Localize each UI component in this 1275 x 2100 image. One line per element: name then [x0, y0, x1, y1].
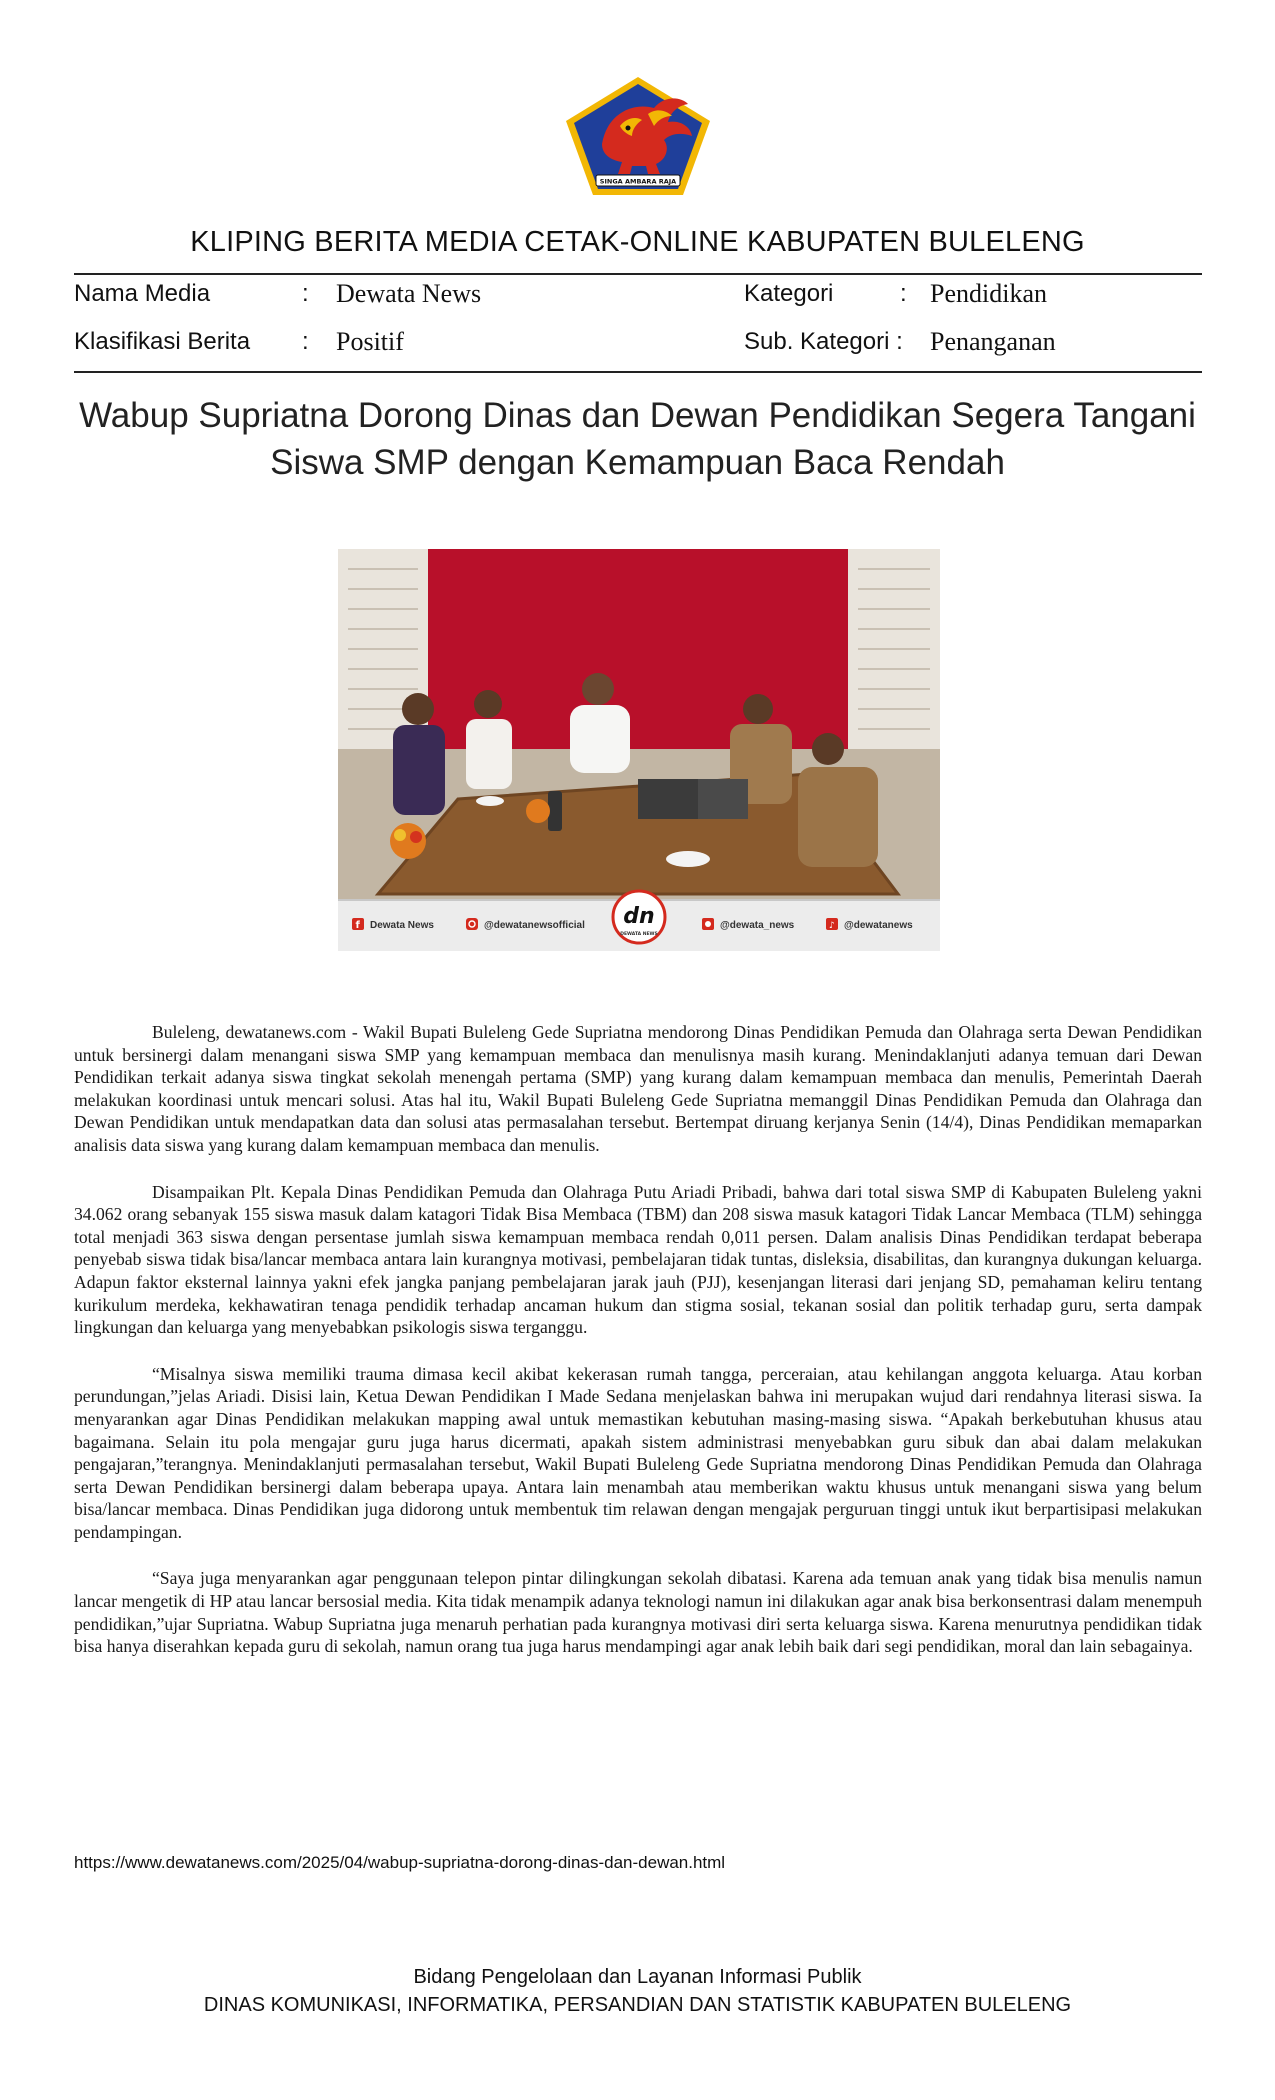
svg-text:f: f	[355, 920, 360, 931]
article-headline	[60, 392, 1215, 486]
buleleng-logo	[562, 74, 714, 198]
kategori-value: Pendidikan	[930, 279, 1047, 308]
article-body	[74, 1021, 1202, 1682]
facebook-handle: Dewata News	[370, 920, 434, 931]
brand-sub: DEWATA NEWS	[620, 932, 658, 937]
article-paragraph-3: “Misalnya siswa memiliki trauma dimasa kecil akibat kekerasan rumah tangga, perceraian, atau kehilangan anggota keluarga. Atau korban perundungan,”jelas Ariadi. Disisi lain, Ketua Dewan Pendidikan I Made Sedana menjelaskan bahwa ini merupakan wujud dari rendahnya literasi siswa. Ia menyarankan agar Dinas Pendidikan melakukan mapping awal untuk memastikan kebutuhan masing-masing siswa. “Apakah berkebutuhan khusus atau bagaimana. Selain itu pola mengajar guru juga harus dicermati, apakah sistem administrasi menyebabkan guru sibuk dan abai dalam melakukan pengajaran,”terangnya. Menindaklanjuti permasalahan tersebut, Wakil Bupati Buleleng Gede Supriatna mendorong Dinas Pendidikan Pemuda dan Olahraga serta Dewan Pendidikan bersinergi dalam beberapa upaya. Antara lain menambah atau memberikan waktu khusus untuk menangani siswa yang belum bisa/lancar membaca. Dinas Pendidikan juga didorong untuk membentuk tim relawan dengan mengajak perguruan tinggi untuk ikut berpartisipasi melakukan pendampingan.	[74, 1363, 1202, 1542]
media-value: Dewata News	[336, 279, 482, 308]
brand-mark: dn	[623, 904, 655, 929]
article-photo	[338, 549, 940, 951]
klasifikasi-colon: :	[302, 328, 309, 355]
twitter-icon	[702, 918, 714, 930]
headline-line-1: Wabup Supriatna Dorong Dinas dan Dewan Pendidikan Segera Tangani	[79, 396, 1196, 435]
klasifikasi-label: Klasifikasi Berita	[74, 328, 251, 355]
logo-motto: SINGA AMBARA RAJA	[599, 177, 677, 186]
subkategori-value: Penanganan	[930, 327, 1056, 356]
instagram-handle: @dewatanewsofficial	[484, 920, 585, 931]
article-paragraph-1: Buleleng, dewatanews.com - Wakil Bupati Buleleng Gede Supriatna mendorong Dinas Pendidikan Pemuda dan Olahraga serta Dewan Pendidikan untuk bersinergi dalam menangani siswa SMP yang kemampuan membaca dan menulisnya masih kurang. Menindaklanjuti adanya temuan dari Dewan Pendidikan terkait adanya siswa tingkat sekolah menengah pertama (SMP) yang kurang dalam kemampuan membaca dan menulis, Pemerintah Daerah melakukan koordinasi untuk mencari solusi. Atas hal itu, Wakil Bupati Buleleng Gede Supriatna memanggil Dinas Pendidikan Pemuda dan Olahraga dan Dewan Pendidikan untuk mendapatkan data dan solusi atas permasalahan tersebut. Bertempat diruang kerjanya Senin (14/4), Dinas Pendidikan memaparkan analisis data siswa yang kurang dalam kemampuan membaca dan menulis.	[74, 1022, 1202, 1155]
meta-row-media	[74, 280, 1202, 314]
facebook-icon	[352, 918, 364, 931]
source-url: https://www.dewatanews.com/2025/04/wabup-supriatna-dorong-dinas-dan-dewan.html	[74, 1853, 726, 1872]
instagram-icon	[466, 918, 478, 930]
media-colon: :	[302, 280, 309, 307]
clipping-header-title: KLIPING BERITA MEDIA CETAK-ONLINE KABUPATEN BULELENG	[190, 226, 1085, 258]
twitter-handle: @dewata_news	[720, 920, 795, 931]
svg-text:♪: ♪	[829, 921, 835, 931]
kategori-label: Kategori	[744, 280, 834, 307]
header-rule-bottom	[74, 371, 1202, 373]
article-paragraph-4: “Saya juga menyarankan agar penggunaan telepon pintar dilingkungan sekolah dibatasi. Karena ada temuan anak yang tidak bisa menulis namun lancar mengetik di HP atau lancar bersosial media. Kita tidak menampik adanya teknologi namun ini dilakukan agar anak bisa berkonsentrasi dalam menempuh pendidikan,”ujar Supriatna. Wabup Supriatna juga menaruh perhatian pada kurangnya motivasi diri serta keluarga siswa. Karena menurutnya pendidikan tidak bisa hanya diserahkan kepada guru di sekolah, namun orang tua juga harus mendampingi agar anak lebih baik dari segi pendidikan, moral dan lain sebagainya.	[74, 1568, 1202, 1657]
article-paragraph-2: Disampaikan Plt. Kepala Dinas Pendidikan Pemuda dan Olahraga Putu Ariadi Pribadi, bahwa dari total siswa SMP di Kabupaten Buleleng yakni 34.062 orang sebanyak 155 siswa masuk dalam katagori Tidak Bisa Membaca (TBM) dan 208 siswa masuk katagori Tidak Lancar Membaca (TLM) sehingga total menjadi 363 siswa dengan persentase jumlah siswa kemampuan membaca rendah 0,011 persen. Dalam analisis Dinas Pendidikan terdapat beberapa penyebab siswa tidak bisa/lancar membaca antara lain kurangnya motivasi, pembelajaran tidak tuntas, disleksia, disabilitas, dan kurangnya dukungan keluarga. Adapun faktor eksternal lainnya yakni efek jangka panjang pembelajaran jarak jauh (PJJ), kesenjangan literasi dari jenjang SD, pemahaman keliru tentang kurikulum merdeka, kekhawatiran tenaga pendidik terhadap ancaman hukum dan stigma sosial, tekanan sosial dan politik terhadap guru, serta dampak lingkungan dan keluarga yang menyebabkan psikologis siswa terganggu.	[74, 1181, 1202, 1338]
footer-agency: DINAS KOMUNIKASI, INFORMATIKA, PERSANDIAN DAN STATISTIK KABUPATEN BULELENG	[203, 1994, 1072, 2016]
footer-department: Bidang Pengelolaan dan Layanan Informasi Publik	[413, 1966, 862, 1988]
header-rule-top	[74, 273, 1202, 275]
meta-row-klasifikasi	[74, 328, 1202, 362]
media-label: Nama Media	[74, 280, 211, 307]
tiktok-icon	[826, 918, 838, 931]
tiktok-handle: @dewatanews	[844, 920, 913, 931]
headline-line-2: Siswa SMP dengan Kemampuan Baca Rendah	[270, 443, 1005, 482]
subkategori-label: Sub. Kategori :	[744, 328, 903, 355]
klasifikasi-value: Positif	[336, 327, 404, 356]
dewata-news-brand-logo	[613, 891, 665, 943]
kategori-colon: :	[900, 280, 907, 307]
